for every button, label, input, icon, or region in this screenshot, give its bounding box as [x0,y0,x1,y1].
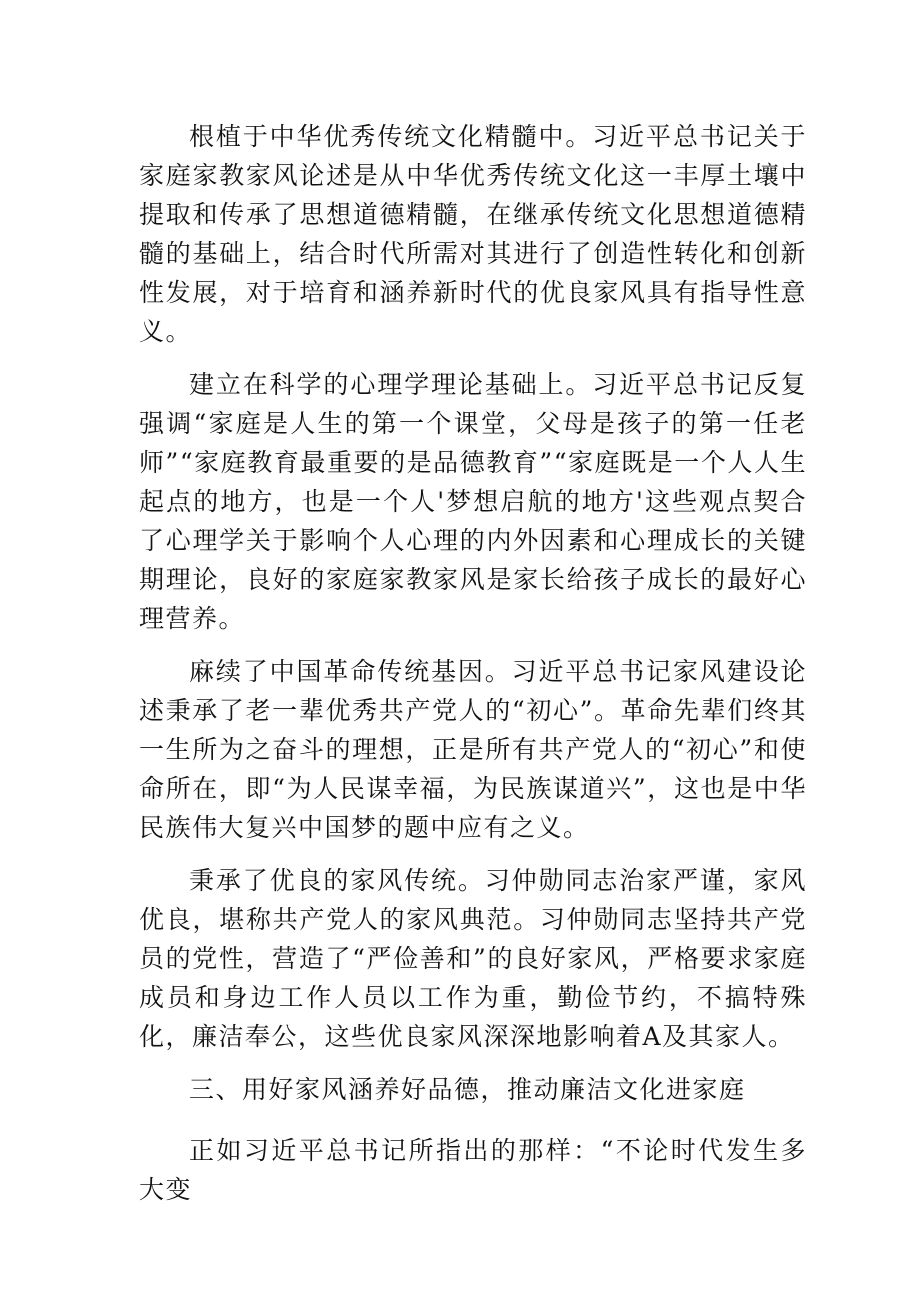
paragraph-final: 正如习近平总书记所指出的那样：“不论时代发生多大变 [139,1136,807,1204]
paragraph-traditional-culture: 根植于中华优秀传统文化精髓中。习近平总书记关于家庭家教家风论述是从中华优秀传统文化这一丰厚土壤中提取和传承了思想道德精髓，在继承传统文化思想道德精髓的基础上，结合时代所需对其进行了创造性转化和创新性发展，对于培育和涵养新时代的优良家风具有指导性意义。 [139,122,807,346]
document-body [139,117,807,1223]
paragraph-revolution-gene: 麻续了中国革命传统基因。习近平总书记家风建设论述秉承了老一辈优秀共产党人的“初心”。革命先辈们终其一生所为之奋斗的理想，正是所有共产党人的“初心”和使命所在，即“为人民谋幸福，为民族谋道兴”，这也是中华民族伟大复兴中国梦的题中应有之义。 [139,657,807,842]
paragraph-family-tradition: 秉承了优良的家风传统。习仲勋同志治家严谨，家风优良，堪称共产党人的家风典范。习仲勋同志坚持共产党员的党性，营造了“严俭善和”的良好家风，严格要求家庭成员和身边工作人员以工作为重，勤俭节约，不搞特殊化，廉洁奉公，这些优良家风深深地影响着A及其家人。 [139,866,807,1051]
paragraph-psychology: 建立在科学的心理学理论基础上。习近平总书记反复强调“家庭是人生的第一个课堂，父母是孩子的第一任老师”“家庭教育最重要的是品德教育”“家庭既是一个人人生起点的地方，也是一个人'梦想启航的地方'这些观点契合了心理学关于影响个人心理的内外因素和心理成长的关键期理论，良好的家庭家教家风是家长给孩子成长的最好心理营养。 [139,370,807,633]
section-heading: 三、用好家风涵养好品德，推动廉洁文化进家庭 [189,1075,746,1104]
